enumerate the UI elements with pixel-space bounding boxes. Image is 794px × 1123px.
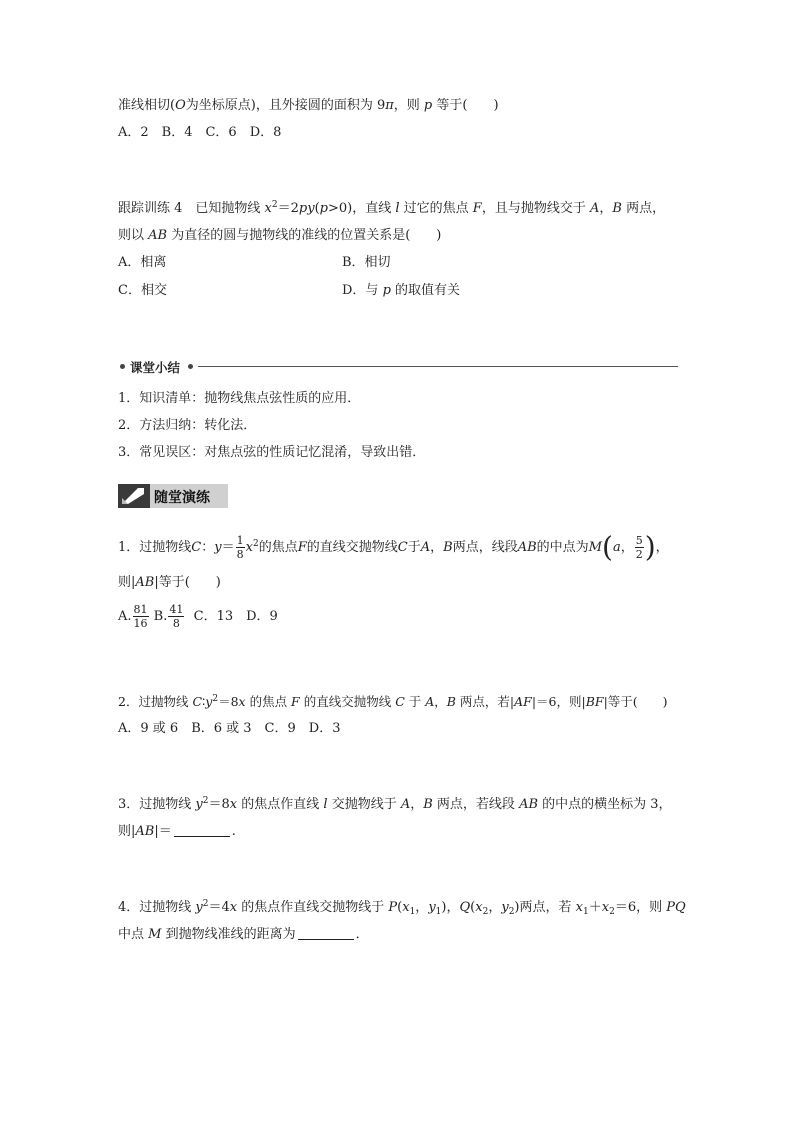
bullet-dot-icon <box>188 364 193 369</box>
practice4-option-d: D．与 p 的取值有关 <box>342 283 461 298</box>
q2-stem-line1: 2．过抛物线 $C∶y^2=8x$ 的焦点 F 的直线交抛物线 C 于 A，B 两点，若|AF|＝6，则|BF|等于( ) <box>118 694 668 709</box>
summary-header <box>118 358 678 376</box>
pencil-icon <box>118 484 150 508</box>
q1-stem-line1: 1．过抛物线C：y＝ $\frac{1}{8}$ $x^2$的焦点F的直线交抛物线C于A，B两点，线段AB的中点为M(a， $\frac{5}{2}$ )， <box>118 530 669 564</box>
practice4-stem-line1: 跟踪训练 4 已知抛物线 $x^2=2py(p>0)$，直线 l 过它的焦点 F，且与抛物线交于 A，B 两点， <box>118 200 666 216</box>
answer-blank[interactable] <box>298 927 354 940</box>
drill-banner <box>118 484 228 508</box>
q1-stem-line2: 则|AB|等于( ) <box>118 575 221 590</box>
q2-options: A．9 或 6 B．6 或 3 C．9 D．3 <box>118 721 341 736</box>
bullet-dot-icon <box>120 364 125 369</box>
summary-item-1: 1．知识清单：抛物线焦点弦性质的应用． <box>118 391 361 406</box>
answer-blank[interactable] <box>174 824 230 837</box>
summary-title: 课堂小结 <box>130 360 181 375</box>
fraction-81-16: $\frac{81}{16}$ <box>133 603 148 630</box>
q4-stem-line1: 4．过抛物线 $y^2=4x$ 的焦点作直线交抛物线于 $P(x_1$，$y_1$)，$Q(x_2$，$y_2$)两点，若 $x_1+x_2=6$，则 PQ <box>118 899 686 917</box>
summary-item-2: 2．方法归纳：转化法． <box>118 418 257 433</box>
summary-divider <box>198 366 678 367</box>
q1-options: A. $\frac{81}{16}$ B. $\frac{41}{8}$ C．13 D．9 <box>118 603 278 630</box>
fraction-41-8: $\frac{41}{8}$ <box>169 603 184 630</box>
practice4-option-b: B．相切 <box>342 255 391 270</box>
practice4-option-a: A．相离 <box>118 255 167 270</box>
practice4-option-c: C．相交 <box>118 283 167 298</box>
prev-question-line: 准线相切(O为坐标原点)，且外接圆的面积为 9π，则 p 等于( ) <box>118 98 499 113</box>
drill-title: 随堂演练 <box>154 490 210 506</box>
practice4-stem-line2: 则以 AB 为直径的圆与抛物线的准线的位置关系是( ) <box>118 228 442 243</box>
q3-stem-line1: 3．过抛物线 $y^2=8x$ 的焦点作直线 l 交抛物线于 A，B 两点，若线段 AB 的中点的横坐标为 3， <box>118 796 672 812</box>
fraction-five-halves: $\frac{5}{2}$ <box>635 534 643 561</box>
q3-stem-line2: 则|AB|＝ . <box>118 824 236 839</box>
fraction-one-eighth: $\frac{1}{8}$ <box>236 534 244 561</box>
summary-item-3: 3．常见误区：对焦点弦的性质记忆混淆，导致出错． <box>118 445 426 460</box>
q4-stem-line2: 中点 M 到抛物线准线的距离为 ． <box>118 927 369 942</box>
prev-question-options: A．2 B．4 C．6 D．8 <box>118 125 282 140</box>
